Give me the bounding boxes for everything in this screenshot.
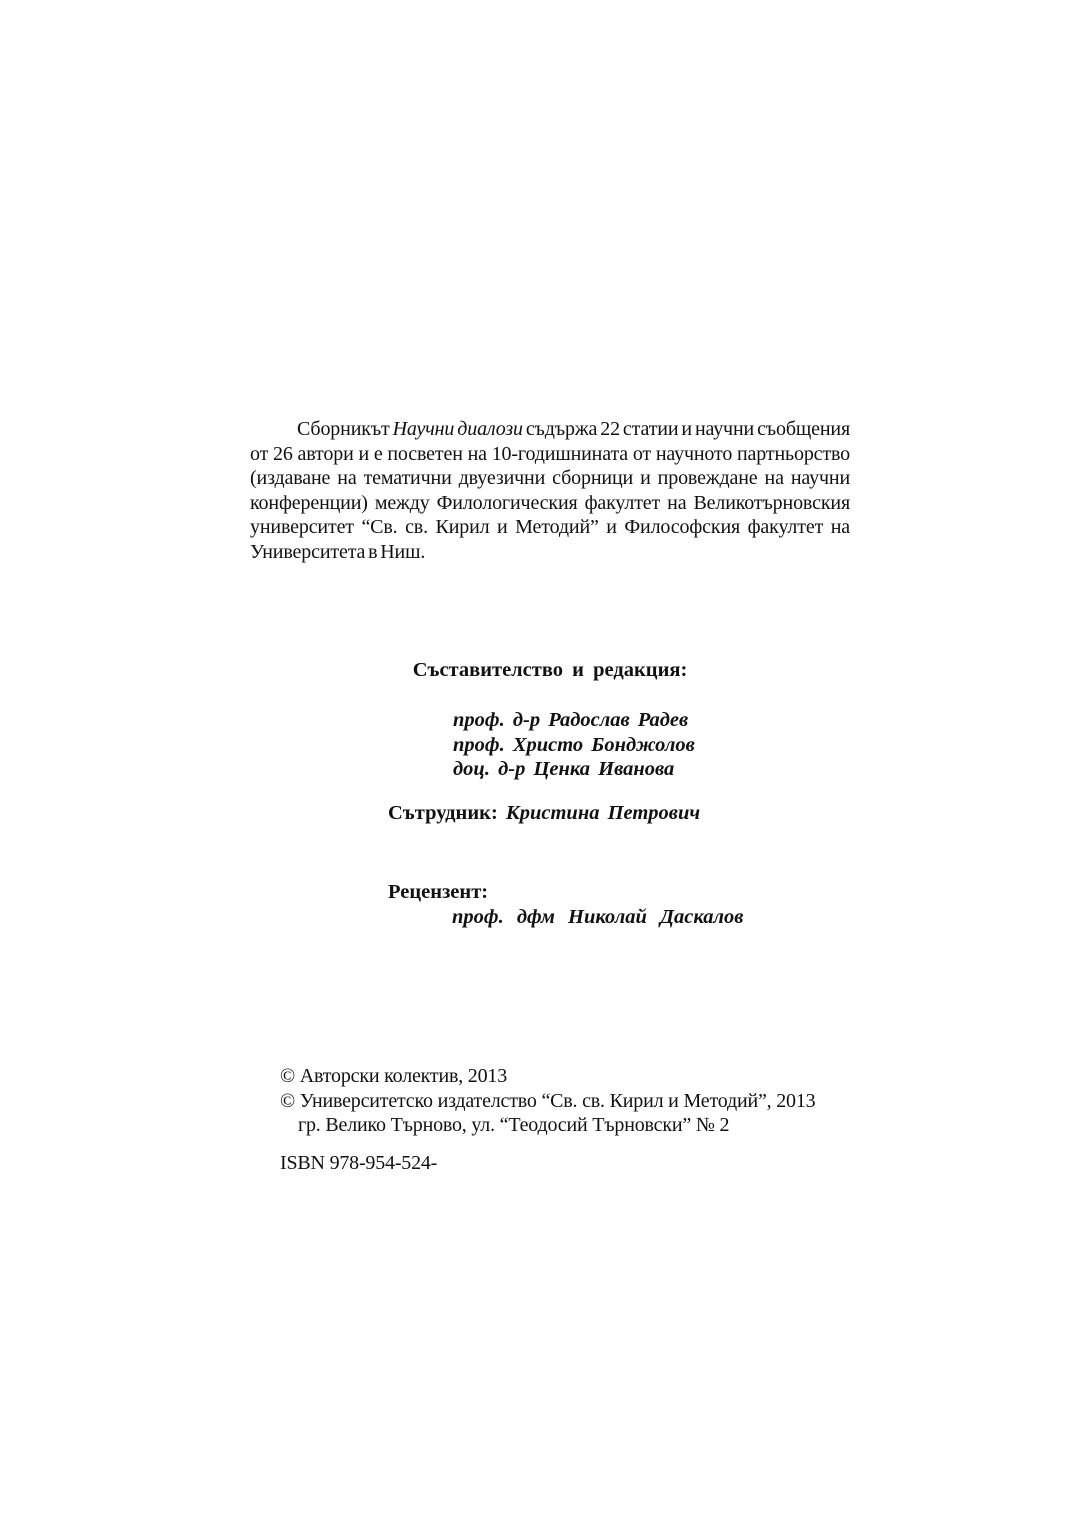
copyright-authors-line: © Авторски колектив, 2013	[280, 1065, 507, 1087]
editorial-heading: Съставителство и редакция:	[412, 659, 688, 681]
collaborator-name: Кристина Петрович	[505, 802, 701, 824]
reviewer-label: Рецензент:	[388, 881, 489, 903]
intro-paragraph	[250, 417, 850, 564]
collaborator-line	[388, 802, 700, 825]
collection-title: Научни диалози	[392, 418, 523, 440]
reviewer-block	[388, 880, 743, 929]
editor-name-2: проф. Христо Бонджолов	[453, 733, 695, 756]
intro-lead-text: Сборникът	[297, 418, 393, 440]
publisher-address-line: гр. Велико Търново, ул. “Теодосий Търновски” № 2	[298, 1114, 730, 1137]
editor-name-1: проф. д-р Радослав Радев	[453, 709, 689, 731]
collaborator-label: Сътрудник:	[388, 802, 498, 824]
reviewer-name: проф. дфм Николай Даскалов	[452, 905, 744, 928]
editors-list	[453, 708, 695, 782]
intro-rest-text: съдържа 22 статии и научни съобщения от 26 автори и е посветен на 10-годишнината от научното партньорство (издаване на тематични двуезични сборници и провеждане на научни конференции) между Филологическия факултет на Великотърновския университет “Св. св. Кирил и Методий” и Философския факултет на Университета в Ниш.	[250, 418, 851, 563]
editor-name-3: доц. д-р Ценка Иванова	[453, 758, 675, 781]
imprint-block	[280, 1064, 815, 1138]
copyright-publisher-line: © Университетско издателство “Св. св. Кирил и Методий”, 2013	[280, 1089, 816, 1112]
isbn-line: ISBN 978-954-524-	[280, 1152, 438, 1174]
